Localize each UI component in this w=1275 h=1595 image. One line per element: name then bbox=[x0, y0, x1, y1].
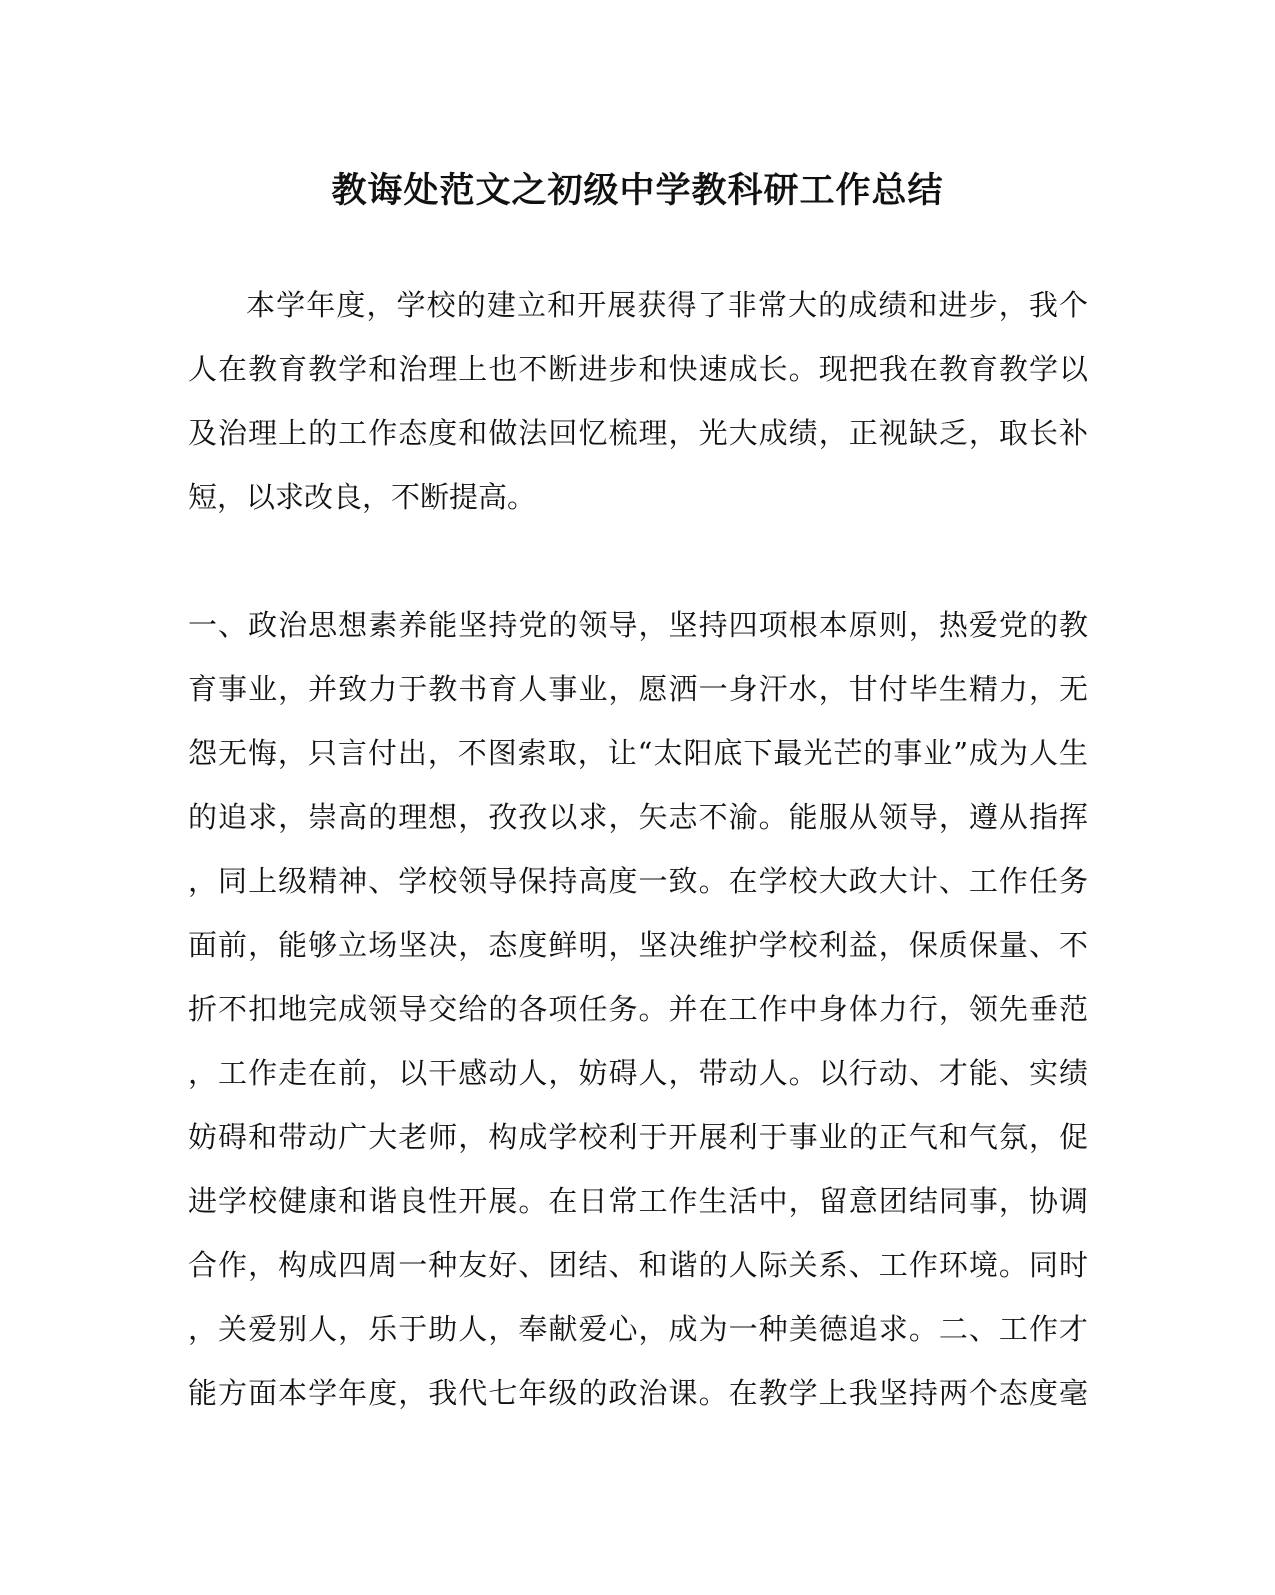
text-line: 的追求，崇高的理想，孜孜以求，矢志不渝。能服从领导，遵从指挥 bbox=[188, 800, 1088, 834]
document-title: 教诲处范文之初级中学教科研工作总结 bbox=[331, 170, 944, 211]
text-line: 怨无悔，只言付出，不图索取，让“太阳底下最光芒的事业”成为人生 bbox=[188, 736, 1088, 770]
text-line: 本学年度，学校的建立和开展获得了非常大的成绩和进步，我个 bbox=[246, 288, 1088, 322]
text-line: 育事业，并致力于教书育人事业，愿洒一身汗水，甘付毕生精力，无 bbox=[188, 672, 1088, 706]
paragraph-section-one bbox=[188, 598, 1088, 1430]
text-line: 及治理上的工作态度和做法回忆梳理，光大成绩，正视缺乏，取长补 bbox=[188, 416, 1088, 450]
paragraph-intro bbox=[188, 278, 1088, 534]
text-line: 妨碍和带动广大老师，构成学校利于开展利于事业的正气和气氛，促 bbox=[188, 1120, 1088, 1154]
text-line: 能方面本学年度，我代七年级的政治课。在教学上我坚持两个态度毫 bbox=[188, 1376, 1088, 1410]
text-line: ，工作走在前，以干感动人，妨碍人，带动人。以行动、才能、实绩 bbox=[188, 1056, 1088, 1090]
text-line: 一、政治思想素养能坚持党的领导，坚持四项根本原则，热爱党的教 bbox=[188, 608, 1088, 642]
text-line: 折不扣地完成领导交给的各项任务。并在工作中身体力行，领先垂范 bbox=[188, 992, 1088, 1026]
text-line: ，同上级精神、学校领导保持高度一致。在学校大政大计、工作任务 bbox=[188, 864, 1088, 898]
text-line: 进学校健康和谐良性开展。在日常工作生活中，留意团结同事，协调 bbox=[188, 1184, 1088, 1218]
text-line: 面前，能够立场坚决，态度鲜明，坚决维护学校利益，保质保量、不 bbox=[188, 928, 1088, 962]
text-line: 合作，构成四周一种友好、团结、和谐的人际关系、工作环境。同时 bbox=[188, 1248, 1088, 1282]
text-line: 短，以求改良，不断提高。 bbox=[188, 480, 537, 514]
text-line: ，关爱别人，乐于助人，奉献爱心，成为一种美德追求。二、工作才 bbox=[188, 1312, 1088, 1346]
text-line: 人在教育教学和治理上也不断进步和快速成长。现把我在教育教学以 bbox=[188, 352, 1088, 386]
